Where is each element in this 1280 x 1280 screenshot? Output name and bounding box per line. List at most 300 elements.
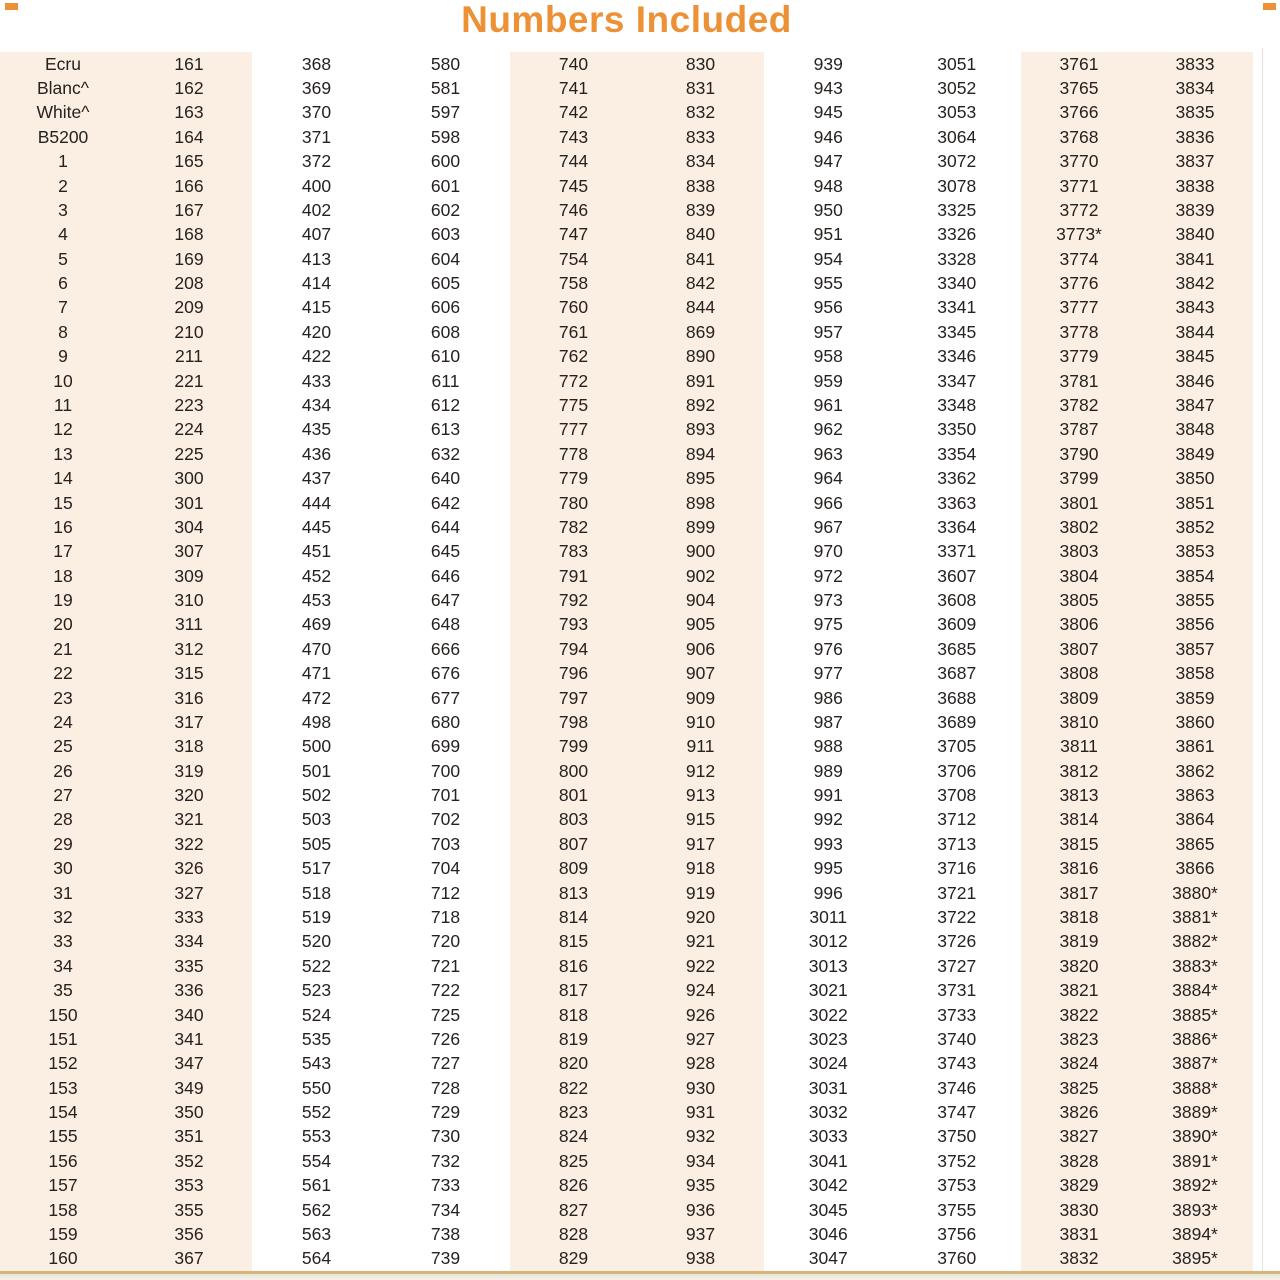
column-band-5 bbox=[1021, 52, 1253, 1271]
number-cell: 718 bbox=[430, 906, 461, 927]
number-cell: 347 bbox=[174, 1053, 204, 1074]
number-cell: 225 bbox=[174, 443, 204, 464]
number-cell: 922 bbox=[685, 955, 716, 976]
number-cell: 3831 bbox=[1059, 1223, 1099, 1244]
number-cell: 782 bbox=[558, 516, 589, 537]
number-cell: 3818 bbox=[1059, 906, 1099, 927]
number-cell: 518 bbox=[301, 882, 332, 903]
number-cell: 3782 bbox=[1059, 395, 1099, 415]
number-cell: 422 bbox=[301, 346, 332, 367]
number-cell: 444 bbox=[301, 492, 332, 513]
number-cell: 702 bbox=[430, 809, 461, 830]
number-cell: 3772 bbox=[1059, 199, 1099, 220]
number-cell: 3857 bbox=[1175, 638, 1215, 659]
number-cell: 950 bbox=[813, 199, 843, 220]
number-cell: 918 bbox=[685, 858, 716, 879]
number-cell: 164 bbox=[174, 126, 204, 147]
number-cell: 730 bbox=[430, 1126, 461, 1147]
numbers-table bbox=[0, 52, 1253, 1271]
number-cell: 3740 bbox=[937, 1028, 977, 1049]
number-cell: 3021 bbox=[808, 980, 848, 1001]
number-cell: 839 bbox=[685, 199, 716, 220]
number-cell: 931 bbox=[685, 1102, 716, 1123]
number-cell: 3880* bbox=[1172, 882, 1218, 903]
number-cell: 734 bbox=[430, 1199, 461, 1220]
number-cell: 327 bbox=[174, 882, 204, 903]
number-cell: 720 bbox=[430, 931, 461, 952]
number-cell: 703 bbox=[430, 833, 461, 854]
number-cell: 370 bbox=[301, 102, 332, 123]
number-cell: 336 bbox=[174, 980, 204, 1001]
number-cell: 3856 bbox=[1175, 614, 1215, 635]
number-cell: 3829 bbox=[1059, 1175, 1099, 1196]
number-cell: 13 bbox=[53, 443, 73, 464]
number-cell: 3819 bbox=[1059, 931, 1099, 952]
number-cell: 420 bbox=[301, 321, 332, 342]
number-cell: 894 bbox=[685, 443, 716, 464]
number-cell: 3830 bbox=[1059, 1199, 1099, 1220]
number-cell: 704 bbox=[430, 858, 461, 879]
number-cell: 900 bbox=[685, 541, 716, 562]
number-cell: 211 bbox=[175, 346, 203, 367]
number-cell: 608 bbox=[430, 321, 461, 342]
number-cell: 3809 bbox=[1059, 687, 1099, 708]
number-cell: 501 bbox=[301, 760, 332, 781]
number-cell: 520 bbox=[301, 931, 332, 952]
number-cell: 991 bbox=[813, 785, 843, 806]
number-cell: 326 bbox=[174, 858, 204, 879]
number-cell: 3892* bbox=[1172, 1175, 1218, 1196]
number-cell: 975 bbox=[813, 614, 843, 635]
number-cell: 34 bbox=[53, 955, 73, 976]
number-cell: 318 bbox=[174, 736, 204, 757]
number-cell: 29 bbox=[53, 833, 73, 854]
number-cell: 612 bbox=[430, 395, 461, 415]
number-cell: 761 bbox=[558, 321, 589, 342]
number-cell: 3887* bbox=[1172, 1053, 1218, 1074]
number-cell: 3865 bbox=[1175, 833, 1215, 854]
number-cell: 3 bbox=[58, 199, 68, 220]
number-cell: 909 bbox=[685, 687, 716, 708]
number-cell: 3340 bbox=[937, 273, 977, 294]
number-cell: 3023 bbox=[808, 1028, 848, 1049]
number-cell: 3033 bbox=[808, 1126, 848, 1147]
number-cell: 3685 bbox=[937, 638, 977, 659]
column-band-2 bbox=[252, 52, 510, 1271]
number-cell: 469 bbox=[301, 614, 332, 635]
number-cell: 796 bbox=[558, 663, 589, 684]
number-cell: 16 bbox=[53, 516, 73, 537]
number-cell: 3821 bbox=[1059, 980, 1099, 1001]
number-cell: 937 bbox=[685, 1223, 716, 1244]
number-cell: 402 bbox=[301, 199, 332, 220]
number-cell: 437 bbox=[301, 468, 332, 489]
number-cell: 976 bbox=[813, 638, 843, 659]
number-cell: 919 bbox=[685, 882, 716, 903]
number-cell: 911 bbox=[686, 736, 715, 757]
number-cell: 3863 bbox=[1175, 785, 1215, 806]
number-cell: 3750 bbox=[937, 1126, 977, 1147]
number-cell: 895 bbox=[685, 468, 716, 489]
number-cell: 9 bbox=[58, 346, 68, 367]
number-cell: 597 bbox=[430, 102, 461, 123]
number-cell: 3712 bbox=[937, 809, 977, 830]
number-cell: 838 bbox=[685, 175, 716, 196]
number-cell: 3847 bbox=[1175, 395, 1215, 415]
number-cell: 819 bbox=[558, 1028, 589, 1049]
number-cell: 502 bbox=[301, 785, 332, 806]
number-cell: 642 bbox=[430, 492, 461, 513]
number-cell: 958 bbox=[813, 346, 843, 367]
number-cell: White^ bbox=[36, 102, 90, 123]
number-cell: 832 bbox=[685, 102, 716, 123]
number-cell: 3341 bbox=[937, 297, 977, 318]
number-cell: 333 bbox=[174, 906, 204, 927]
number-cell: 3760 bbox=[937, 1248, 977, 1269]
number-cell: 892 bbox=[685, 395, 716, 415]
number-column-1 bbox=[0, 52, 126, 1271]
number-cell: 564 bbox=[301, 1248, 332, 1269]
number-cell: 3855 bbox=[1175, 590, 1215, 611]
number-cell: 3765 bbox=[1059, 78, 1099, 99]
number-cell: 936 bbox=[685, 1199, 716, 1220]
number-cell: 3849 bbox=[1175, 443, 1215, 464]
number-cell: 3011 bbox=[809, 906, 848, 927]
number-column-5 bbox=[510, 52, 637, 1271]
number-cell: 3350 bbox=[937, 419, 977, 440]
number-cell: 726 bbox=[430, 1028, 461, 1049]
number-cell: 168 bbox=[174, 224, 204, 245]
number-cell: 12 bbox=[53, 419, 73, 440]
number-cell: 948 bbox=[813, 175, 843, 196]
number-cell: 356 bbox=[174, 1223, 204, 1244]
number-cell: 898 bbox=[685, 492, 716, 513]
number-cell: 35 bbox=[53, 980, 73, 1001]
number-cell: 779 bbox=[558, 468, 589, 489]
number-cell: 3705 bbox=[937, 736, 977, 757]
number-cell: 815 bbox=[558, 931, 589, 952]
number-cell: 3837 bbox=[1175, 151, 1215, 172]
number-cell: 3810 bbox=[1059, 711, 1099, 732]
number-cell: 3032 bbox=[808, 1102, 848, 1123]
number-cell: 3024 bbox=[808, 1053, 848, 1074]
number-cell: 844 bbox=[685, 297, 716, 318]
number-cell: 3608 bbox=[937, 590, 977, 611]
number-cell: 3768 bbox=[1059, 126, 1099, 147]
number-cell: 794 bbox=[558, 638, 589, 659]
number-cell: 3836 bbox=[1175, 126, 1215, 147]
number-cell: 645 bbox=[430, 541, 461, 562]
number-cell: 680 bbox=[430, 711, 461, 732]
number-cell: 451 bbox=[301, 541, 332, 562]
number-cell: 930 bbox=[685, 1077, 716, 1098]
number-cell: Ecru bbox=[45, 53, 81, 74]
number-cell: 943 bbox=[813, 78, 843, 99]
number-cell: 3013 bbox=[808, 955, 848, 976]
number-cell: 352 bbox=[174, 1150, 204, 1171]
number-cell: 3688 bbox=[937, 687, 977, 708]
number-cell: 3727 bbox=[937, 955, 977, 976]
number-cell: 500 bbox=[301, 736, 332, 757]
number-cell: 3755 bbox=[937, 1199, 977, 1220]
number-cell: 3808 bbox=[1059, 663, 1099, 684]
number-cell: 3787 bbox=[1059, 419, 1099, 440]
number-cell: 3722 bbox=[937, 906, 977, 927]
number-cell: 3843 bbox=[1175, 297, 1215, 318]
number-cell: 413 bbox=[301, 248, 332, 269]
number-cell: 554 bbox=[301, 1150, 332, 1171]
number-cell: 153 bbox=[48, 1077, 78, 1098]
number-cell: 470 bbox=[301, 638, 332, 659]
number-cell: 208 bbox=[174, 273, 204, 294]
number-cell: 977 bbox=[813, 663, 843, 684]
number-cell: 3328 bbox=[937, 248, 977, 269]
number-cell: 3802 bbox=[1059, 516, 1099, 537]
number-cell: 648 bbox=[430, 614, 461, 635]
number-cell: 739 bbox=[430, 1248, 461, 1269]
number-cell: 3853 bbox=[1175, 541, 1215, 562]
number-cell: 3893* bbox=[1172, 1199, 1218, 1220]
number-cell: 503 bbox=[301, 809, 332, 830]
number-cell: 834 bbox=[685, 151, 716, 172]
number-cell: 961 bbox=[813, 395, 843, 415]
number-cell: 954 bbox=[813, 248, 843, 269]
number-cell: 165 bbox=[174, 151, 204, 172]
number-cell: 962 bbox=[813, 419, 843, 440]
number-cell: 3835 bbox=[1175, 102, 1215, 123]
number-cell: 951 bbox=[813, 224, 843, 245]
number-cell: 372 bbox=[301, 151, 332, 172]
number-cell: 3840 bbox=[1175, 224, 1215, 245]
number-cell: 167 bbox=[174, 199, 204, 220]
number-cell: 604 bbox=[430, 248, 461, 269]
number-cell: 3844 bbox=[1175, 321, 1215, 342]
number-cell: 3834 bbox=[1175, 78, 1215, 99]
number-cell: 762 bbox=[558, 346, 589, 367]
number-cell: 841 bbox=[685, 248, 716, 269]
number-cell: 3689 bbox=[937, 711, 977, 732]
number-cell: 472 bbox=[301, 687, 332, 708]
number-column-10 bbox=[1137, 52, 1253, 1271]
number-cell: 3779 bbox=[1059, 346, 1099, 367]
number-cell: 899 bbox=[685, 516, 716, 537]
number-cell: 523 bbox=[301, 980, 332, 1001]
number-cell: 522 bbox=[301, 955, 332, 976]
number-cell: 320 bbox=[174, 785, 204, 806]
number-cell: 152 bbox=[48, 1053, 78, 1074]
number-cell: 300 bbox=[174, 468, 204, 489]
number-cell: 798 bbox=[558, 711, 589, 732]
number-cell: 754 bbox=[558, 248, 589, 269]
number-cell: 3841 bbox=[1175, 248, 1215, 269]
number-cell: 3781 bbox=[1059, 370, 1099, 391]
number-cell: 304 bbox=[174, 516, 204, 537]
number-cell: 14 bbox=[53, 468, 73, 489]
number-cell: 963 bbox=[813, 443, 843, 464]
number-cell: 3609 bbox=[937, 614, 977, 635]
bottom-page-edge bbox=[0, 1274, 1280, 1280]
number-cell: 934 bbox=[685, 1150, 716, 1171]
number-cell: 797 bbox=[558, 687, 589, 708]
number-cell: 7 bbox=[58, 297, 68, 318]
number-cell: 22 bbox=[53, 663, 73, 684]
number-cell: 613 bbox=[430, 419, 461, 440]
number-cell: 3761 bbox=[1059, 53, 1099, 74]
number-cell: 3828 bbox=[1059, 1150, 1099, 1171]
number-cell: 23 bbox=[53, 687, 73, 708]
number-cell: 3045 bbox=[808, 1199, 848, 1220]
number-cell: 743 bbox=[558, 126, 589, 147]
number-cell: 3814 bbox=[1059, 809, 1099, 830]
number-cell: 27 bbox=[53, 785, 73, 806]
number-cell: 3726 bbox=[937, 931, 977, 952]
number-cell: 3886* bbox=[1172, 1028, 1218, 1049]
number-cell: 224 bbox=[174, 419, 204, 440]
number-cell: 3827 bbox=[1059, 1126, 1099, 1147]
number-cell: 605 bbox=[430, 273, 461, 294]
number-cell: 580 bbox=[430, 53, 461, 74]
number-column-9 bbox=[1021, 52, 1137, 1271]
number-cell: 151 bbox=[48, 1028, 78, 1049]
number-cell: 3790 bbox=[1059, 443, 1099, 464]
number-cell: 3041 bbox=[808, 1150, 848, 1171]
number-cell: 722 bbox=[430, 980, 461, 1001]
number-cell: 3866 bbox=[1175, 858, 1215, 879]
number-cell: 3364 bbox=[937, 516, 977, 537]
number-cell: B5200 bbox=[37, 126, 89, 147]
number-cell: 433 bbox=[301, 370, 332, 391]
number-cell: 995 bbox=[813, 858, 843, 879]
number-cell: 349 bbox=[174, 1077, 204, 1098]
number-cell: 369 bbox=[301, 78, 332, 99]
number-cell: 700 bbox=[430, 760, 461, 781]
number-cell: 893 bbox=[685, 419, 716, 440]
number-cell: 3354 bbox=[937, 443, 977, 464]
number-cell: 150 bbox=[48, 1004, 78, 1025]
number-cell: 3770 bbox=[1059, 151, 1099, 172]
number-cell: 166 bbox=[174, 175, 204, 196]
number-cell: 3325 bbox=[937, 199, 977, 220]
number-cell: 3607 bbox=[937, 565, 977, 586]
number-cell: 791 bbox=[558, 565, 589, 586]
number-cell: 818 bbox=[558, 1004, 589, 1025]
number-cell: 987 bbox=[813, 711, 843, 732]
number-cell: 561 bbox=[301, 1175, 332, 1196]
number-cell: 738 bbox=[430, 1223, 461, 1244]
number-cell: 725 bbox=[430, 1004, 461, 1025]
number-cell: 742 bbox=[558, 102, 589, 123]
number-cell: 3813 bbox=[1059, 785, 1099, 806]
number-cell: 915 bbox=[685, 809, 716, 830]
number-cell: 3801 bbox=[1059, 492, 1099, 513]
number-cell: 453 bbox=[301, 590, 332, 611]
number-cell: 3078 bbox=[937, 175, 977, 196]
number-cell: 989 bbox=[813, 760, 843, 781]
number-cell: 3805 bbox=[1059, 590, 1099, 611]
number-cell: 3799 bbox=[1059, 468, 1099, 489]
number-cell: 772 bbox=[558, 370, 589, 391]
number-cell: 3072 bbox=[937, 151, 977, 172]
number-cell: 3776 bbox=[1059, 273, 1099, 294]
number-cell: 827 bbox=[558, 1199, 589, 1220]
number-cell: 3888* bbox=[1172, 1077, 1218, 1098]
number-cell: 310 bbox=[174, 590, 204, 611]
number-cell: 644 bbox=[430, 516, 461, 537]
number-cell: 3713 bbox=[937, 833, 977, 854]
number-cell: 10 bbox=[53, 370, 73, 391]
number-cell: 350 bbox=[174, 1102, 204, 1123]
number-cell: 3731 bbox=[937, 980, 977, 1001]
number-cell: 3774 bbox=[1059, 248, 1099, 269]
number-cell: 807 bbox=[558, 833, 589, 854]
number-cell: 780 bbox=[558, 492, 589, 513]
number-cell: 3859 bbox=[1175, 687, 1215, 708]
number-cell: 169 bbox=[174, 248, 204, 269]
number-cell: 932 bbox=[685, 1126, 716, 1147]
number-cell: 986 bbox=[813, 687, 843, 708]
number-cell: 524 bbox=[301, 1004, 332, 1025]
number-cell: 20 bbox=[53, 614, 73, 635]
number-cell: 3812 bbox=[1059, 760, 1099, 781]
number-cell: 3721 bbox=[937, 882, 977, 903]
number-cell: 351 bbox=[174, 1126, 204, 1147]
number-cell: 307 bbox=[174, 541, 204, 562]
number-cell: 3885* bbox=[1172, 1004, 1218, 1025]
number-cell: 436 bbox=[301, 443, 332, 464]
number-cell: 5 bbox=[58, 248, 68, 269]
number-cell: 946 bbox=[813, 126, 843, 147]
number-cell: 833 bbox=[685, 126, 716, 147]
number-cell: 3842 bbox=[1175, 273, 1215, 294]
number-cell: 792 bbox=[558, 590, 589, 611]
number-cell: 21 bbox=[53, 638, 73, 659]
number-cell: 543 bbox=[301, 1053, 332, 1074]
number-cell: 3051 bbox=[937, 53, 977, 74]
number-cell: 973 bbox=[813, 590, 843, 611]
number-cell: 3052 bbox=[937, 78, 977, 99]
number-cell: 947 bbox=[813, 151, 843, 172]
number-cell: 322 bbox=[174, 833, 204, 854]
number-cell: 3854 bbox=[1175, 565, 1215, 586]
number-cell: 311 bbox=[175, 614, 203, 635]
number-cell: 746 bbox=[558, 199, 589, 220]
number-cell: 581 bbox=[430, 78, 461, 99]
number-cell: 316 bbox=[174, 687, 204, 708]
number-cell: 814 bbox=[558, 906, 589, 927]
number-cell: 905 bbox=[685, 614, 716, 635]
number-cell: 699 bbox=[430, 736, 461, 757]
number-cell: 18 bbox=[53, 565, 73, 586]
number-cell: 156 bbox=[48, 1150, 78, 1171]
number-cell: 712 bbox=[430, 882, 461, 903]
number-cell: Blanc^ bbox=[37, 78, 89, 99]
number-cell: 3882* bbox=[1172, 931, 1218, 952]
number-cell: 3816 bbox=[1059, 858, 1099, 879]
number-cell: 550 bbox=[301, 1077, 332, 1098]
number-cell: 3820 bbox=[1059, 955, 1099, 976]
number-cell: 553 bbox=[301, 1126, 332, 1147]
number-cell: 729 bbox=[430, 1102, 461, 1123]
number-cell: 317 bbox=[174, 711, 204, 732]
number-column-2 bbox=[126, 52, 252, 1271]
number-cell: 3756 bbox=[937, 1223, 977, 1244]
number-cell: 3747 bbox=[937, 1102, 977, 1123]
number-cell: 3891* bbox=[1172, 1150, 1218, 1171]
number-cell: 498 bbox=[301, 711, 332, 732]
number-cell: 159 bbox=[48, 1223, 78, 1244]
number-cell: 223 bbox=[174, 395, 204, 415]
number-cell: 160 bbox=[48, 1248, 78, 1269]
